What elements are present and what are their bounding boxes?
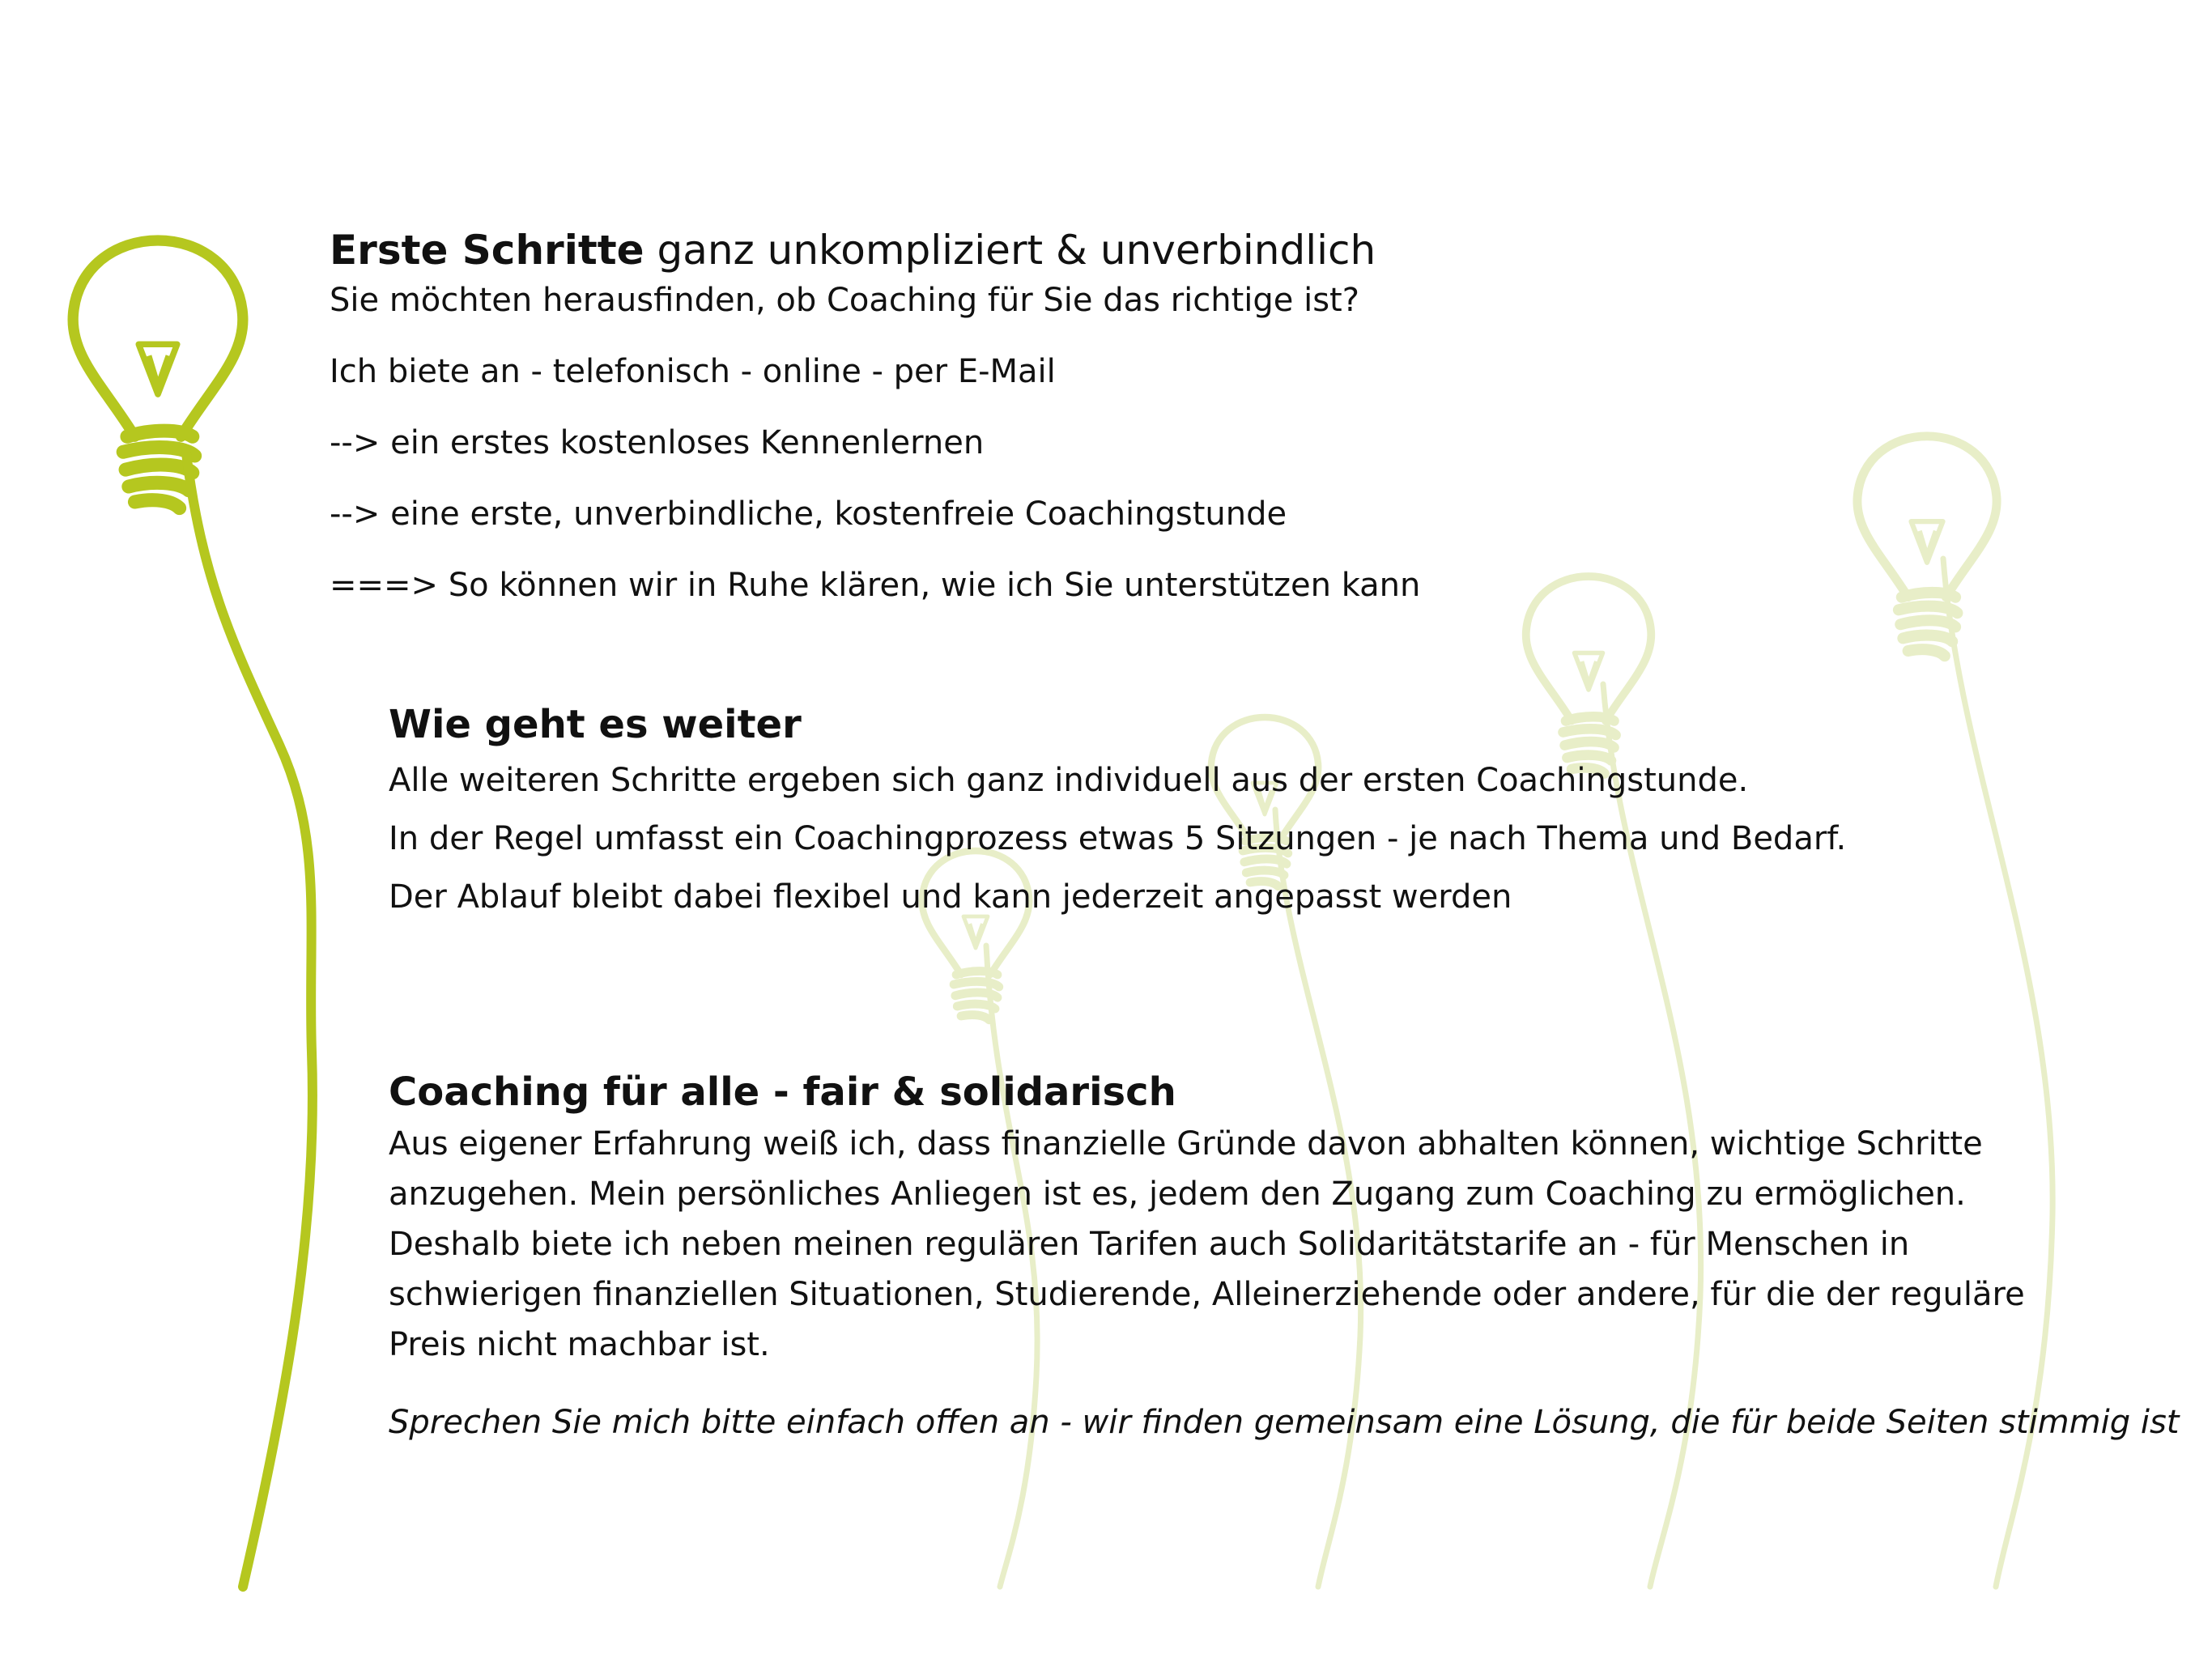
- intro-option-1: --> ein erstes kostenloses Kennenlernen: [330, 424, 985, 461]
- next-steps-line: In der Regel umfasst ein Coachingprozess etwas 5 Sitzungen - je nach Thema und Bedarf.: [389, 820, 1847, 857]
- next-steps-heading: Wie geht es weiter: [389, 702, 802, 747]
- fair-line: anzugehen. Mein persönliches Anliegen ist es, jedem den Zugang zum Coaching zu ermöglichen.: [389, 1175, 1966, 1213]
- fair-line: Aus eigener Erfahrung weiß ich, dass finanzielle Gründe davon abhalten können, wichtige Schritte: [389, 1125, 1983, 1163]
- intro-question: Sie möchten herausfinden, ob Coaching für Sie das richtige ist?: [330, 282, 1359, 319]
- intro-section: [330, 223, 1949, 633]
- fair-line: Deshalb biete ich neben meinen regulären Tarifen auch Solidaritätstarife an - für Menschen in: [389, 1226, 1910, 1263]
- intro-heading-bold: Erste Schritte: [330, 227, 644, 274]
- intro-option-2: --> eine erste, unverbindliche, kostenfreie Coachingstunde: [330, 495, 1287, 533]
- fair-closing: Sprechen Sie mich bitte einfach offen an - wir finden gemeinsam eine Lösung, die für beide Seiten stimmig ist: [389, 1404, 2180, 1441]
- fair-section: [389, 1065, 2180, 1478]
- fair-line: Preis nicht machbar ist.: [389, 1326, 770, 1363]
- intro-heading: [330, 223, 1949, 277]
- fair-heading: Coaching für alle - fair & solidarisch: [389, 1069, 1176, 1115]
- intro-conclusion: ===> So können wir in Ruhe klären, wie ich Sie unterstützen kann: [330, 567, 1421, 604]
- next-steps-line: Alle weiteren Schritte ergeben sich ganz individuell aus der ersten Coachingstunde.: [389, 762, 1749, 799]
- intro-heading-rest: ganz unkompliziert & unverbindlich: [657, 227, 1376, 274]
- next-steps-line: Der Ablauf bleibt dabei flexibel und kann jederzeit angepasst werden: [389, 878, 1512, 916]
- fair-line: schwierigen finanziellen Situationen, Studierende, Alleinerziehende oder andere, für die der reguläre: [389, 1276, 2025, 1313]
- next-steps-section: [389, 698, 2129, 926]
- intro-offer: Ich biete an - telefonisch - online - per E-Mail: [330, 353, 1056, 390]
